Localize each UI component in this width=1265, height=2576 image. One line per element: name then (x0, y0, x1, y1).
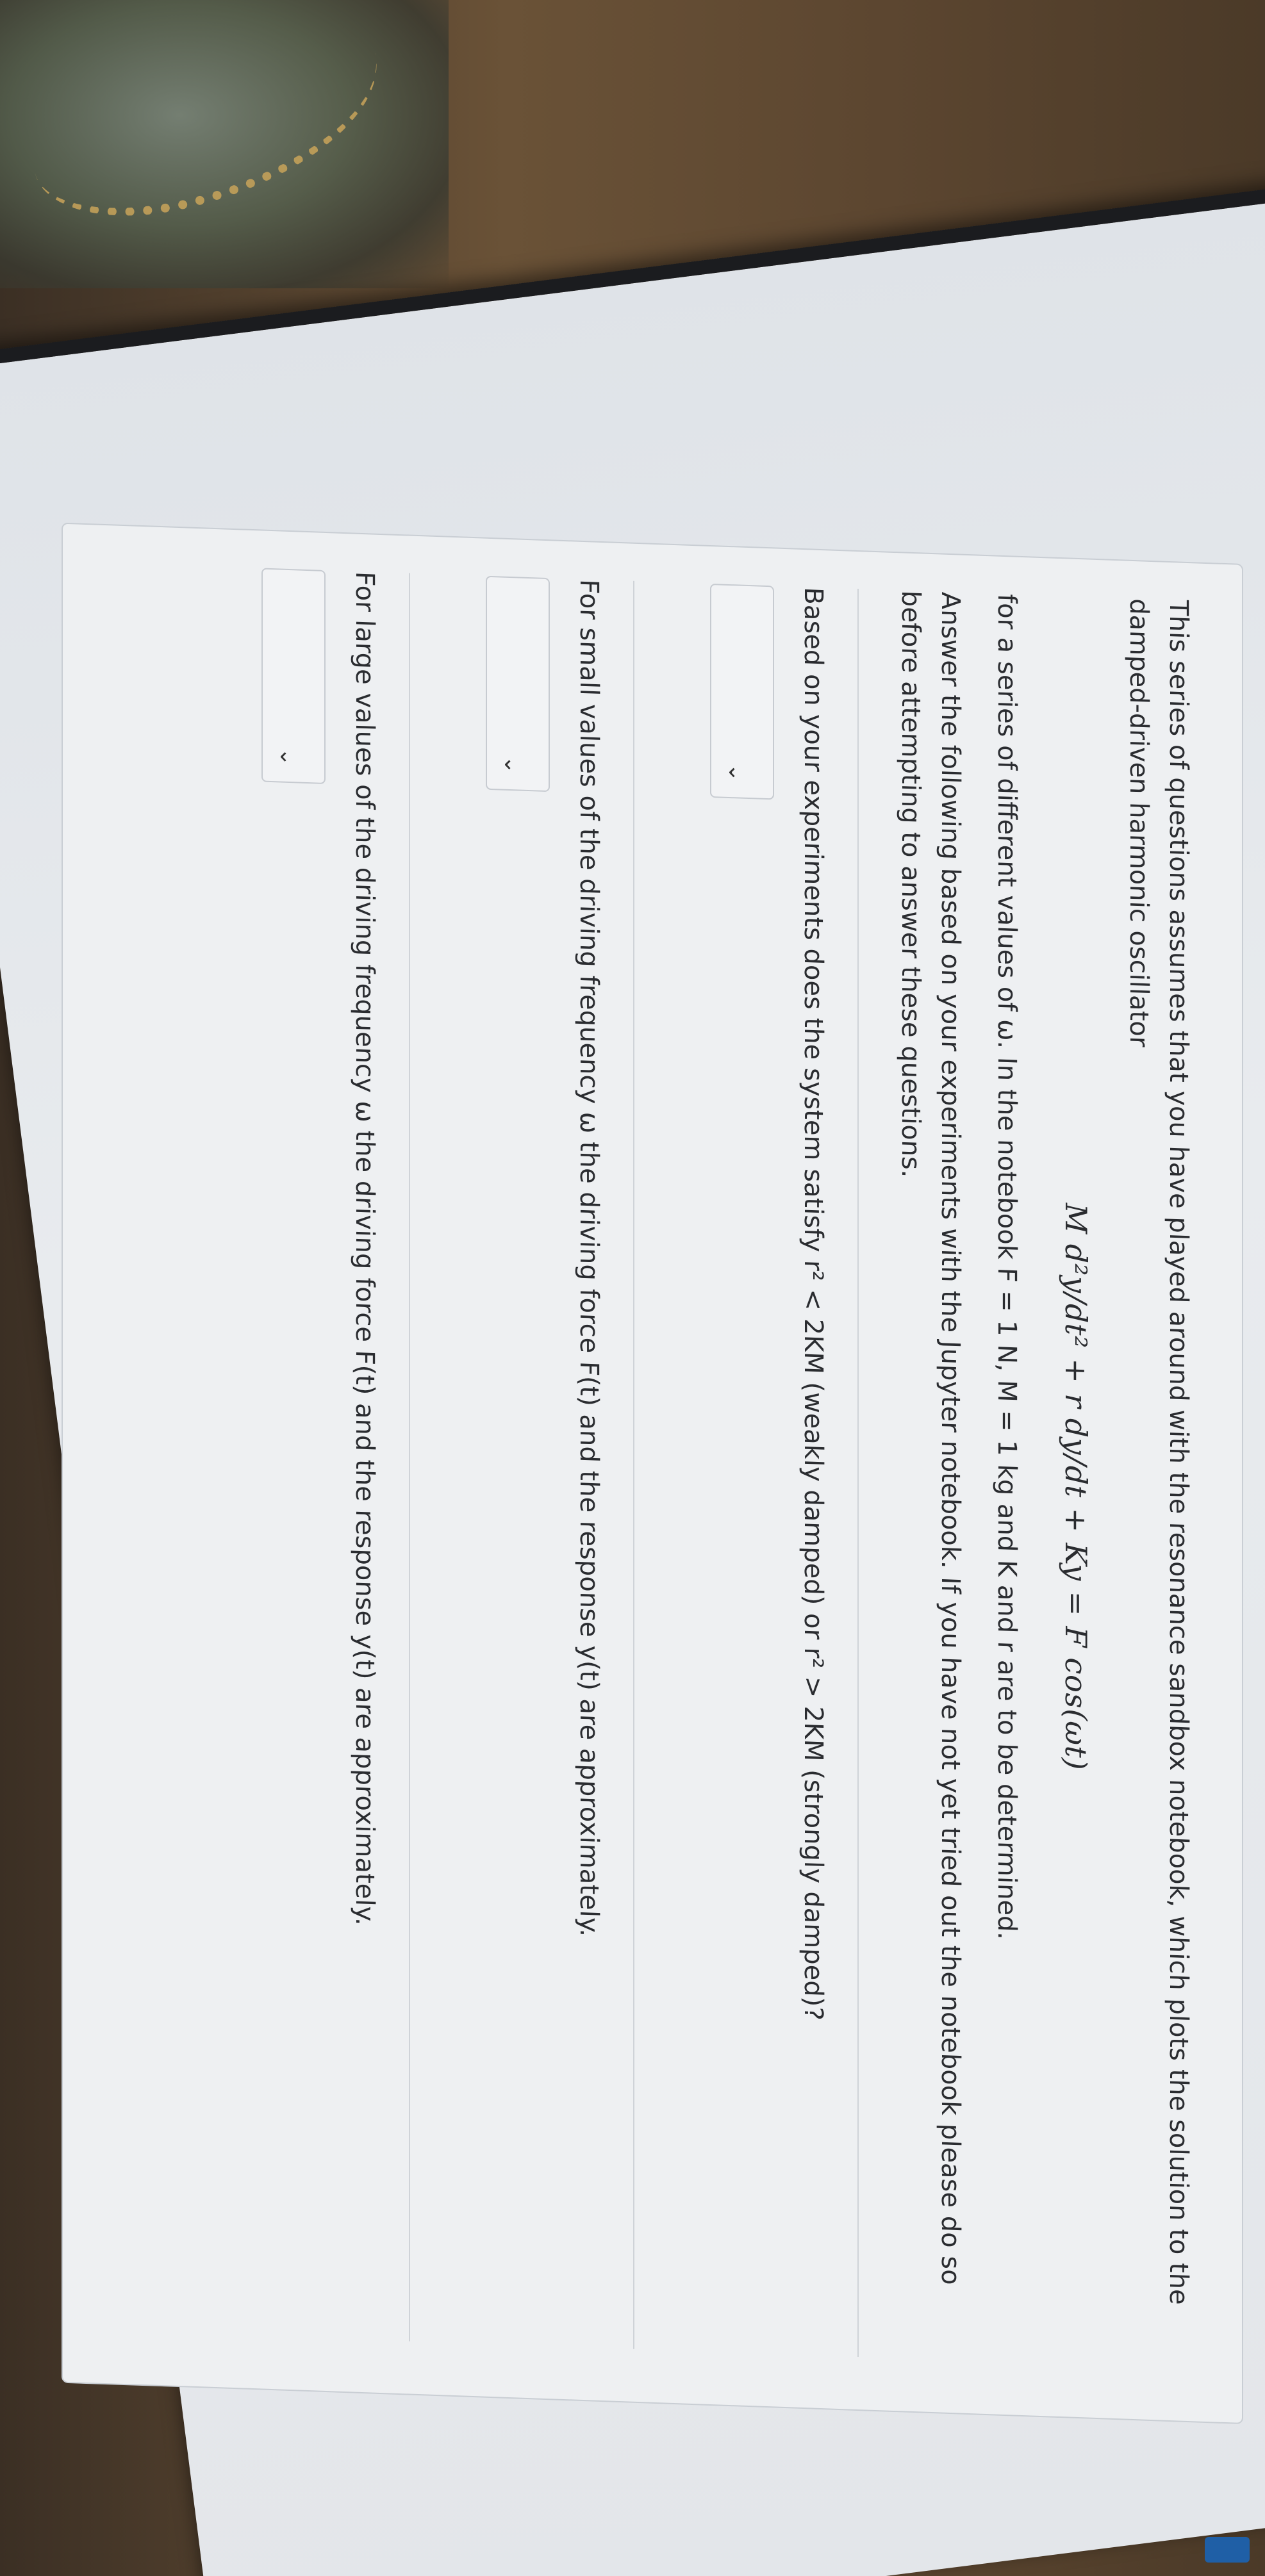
question-2-text: For small values of the driving frequency ω the driving force F(t) and the response y(t) are approximately. (574, 578, 604, 1938)
question-3-dropdown[interactable] (261, 568, 326, 784)
divider (633, 581, 634, 2349)
question-3 (261, 568, 384, 2354)
chevron-down-icon: ⌄ (275, 747, 301, 767)
question-2-dropdown[interactable] (486, 576, 550, 792)
intro-paragraph-1: This series of questions assumes that you have played around with the resonance sandbox notebook, which plots the solution to the damped-driven harmonic oscillator (1124, 598, 1193, 2306)
question-1 (710, 584, 833, 2369)
intro-paragraph-2: for a series of different values of ω. In the notebook F = 1 N, M = 1 kg and K and r are to be determined. (992, 593, 1021, 1941)
question-3-text: For large values of the driving frequency ω the driving force F(t) and the response y(t) are approximately. (350, 571, 379, 1926)
question-2 (486, 576, 609, 2361)
intro-section (874, 589, 1198, 2382)
divider (857, 589, 859, 2357)
question-1-dropdown[interactable] (710, 584, 774, 800)
question-page (38, 521, 1243, 2460)
oscillator-equation: M d²y/dt² + r dy/dt + Ky = F cos(ωt) (1059, 1202, 1093, 1771)
chevron-down-icon: ⌄ (499, 755, 525, 775)
intro-paragraph-3: Answer the following based on your experiments with the Jupyter notebook. If you have not yet tried out the notebook please do so before attempting to answer these questions. (896, 590, 965, 2286)
question-1-text: Based on your experiments does the system satisfy r² < 2KM (weakly damped) or r² > 2KM (strongly damped)? (798, 586, 828, 2021)
sidebar-badge[interactable] (1205, 2537, 1250, 2563)
divider (409, 573, 410, 2342)
chevron-down-icon: ⌄ (723, 763, 749, 783)
